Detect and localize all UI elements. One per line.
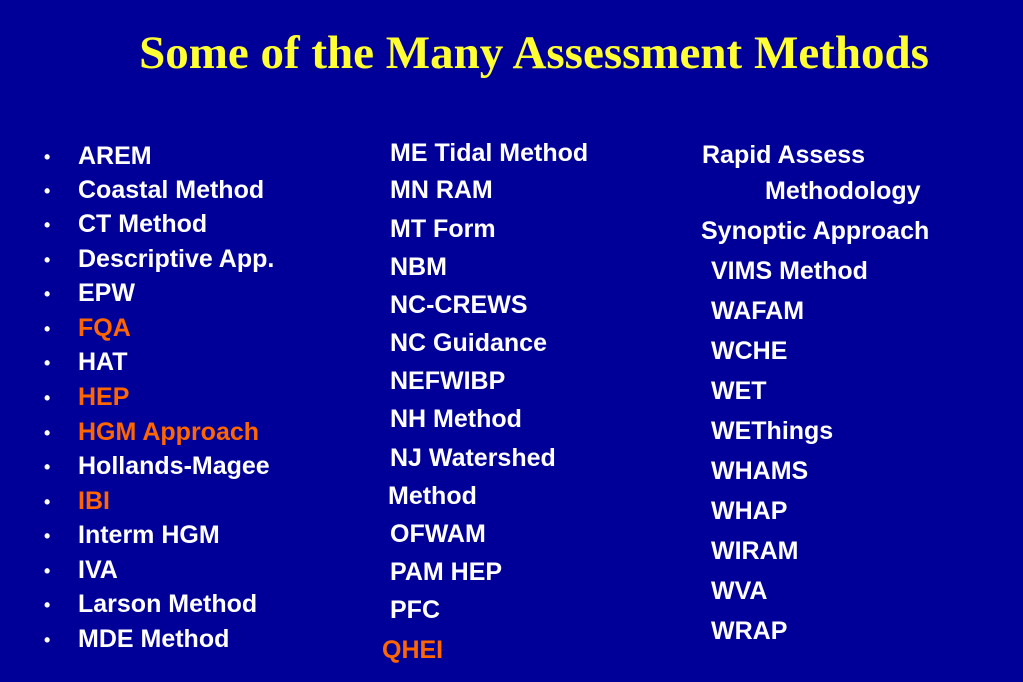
method-item: Descriptive App. (78, 245, 275, 273)
method-item: PFC (390, 596, 440, 624)
method-item: Interm HGM (78, 521, 220, 549)
method-item: ME Tidal Method (390, 139, 589, 167)
method-item: WIRAM (711, 537, 799, 565)
bullet-icon: • (44, 457, 51, 477)
method-item: WET (711, 377, 767, 405)
method-item: NJ Watershed (390, 444, 556, 472)
method-item: AREM (78, 142, 152, 170)
method-item: Larson Method (78, 590, 258, 618)
method-item: WHAP (711, 497, 788, 525)
method-item: NH Method (390, 405, 522, 433)
method-item: HGM Approach (78, 418, 260, 446)
method-item: IVA (78, 556, 118, 584)
bullet-icon: • (44, 423, 51, 443)
method-item: WEThings (711, 417, 834, 445)
bullet-icon: • (44, 147, 51, 167)
method-item: NEFWIBP (390, 367, 506, 395)
method-item: IBI (78, 487, 110, 515)
bullet-icon: • (44, 353, 51, 373)
bullet-icon: • (44, 388, 51, 408)
slide-title: Some of the Many Assessment Methods (139, 27, 929, 79)
bullet-icon: • (44, 181, 51, 201)
method-item: CT Method (78, 210, 208, 238)
method-item: MN RAM (390, 176, 493, 204)
method-item: MT Form (390, 215, 496, 243)
method-item: OFWAM (390, 520, 486, 548)
method-item: Rapid Assess (702, 141, 866, 169)
method-item: Method (388, 482, 477, 510)
method-item: NC Guidance (390, 329, 547, 357)
method-item: MDE Method (78, 625, 230, 653)
method-item: Methodology (765, 177, 921, 205)
bullet-icon: • (44, 595, 51, 615)
bullet-icon: • (44, 250, 51, 270)
bullet-icon: • (44, 284, 51, 304)
bullet-icon: • (44, 526, 51, 546)
method-item: Synoptic Approach (701, 217, 930, 245)
bullet-icon: • (44, 492, 51, 512)
bullet-icon: • (44, 630, 51, 650)
method-item: WRAP (711, 617, 788, 645)
method-item: Hollands-Magee (78, 452, 270, 480)
method-item: Coastal Method (78, 176, 265, 204)
method-item: EPW (78, 279, 135, 307)
method-item: NBM (390, 253, 447, 281)
method-item: WHAMS (711, 457, 809, 485)
method-item: PAM HEP (390, 558, 503, 586)
method-item: FQA (78, 314, 131, 342)
bullet-icon: • (44, 561, 51, 581)
method-item: HAT (78, 348, 128, 376)
method-item: WCHE (711, 337, 788, 365)
method-item: VIMS Method (711, 257, 868, 285)
method-item: WAFAM (711, 297, 805, 325)
bullet-icon: • (44, 319, 51, 339)
method-item: HEP (78, 383, 130, 411)
method-item: WVA (711, 577, 768, 605)
method-item: QHEI (382, 636, 444, 664)
method-item: NC-CREWS (390, 291, 528, 319)
bullet-icon: • (44, 215, 51, 235)
